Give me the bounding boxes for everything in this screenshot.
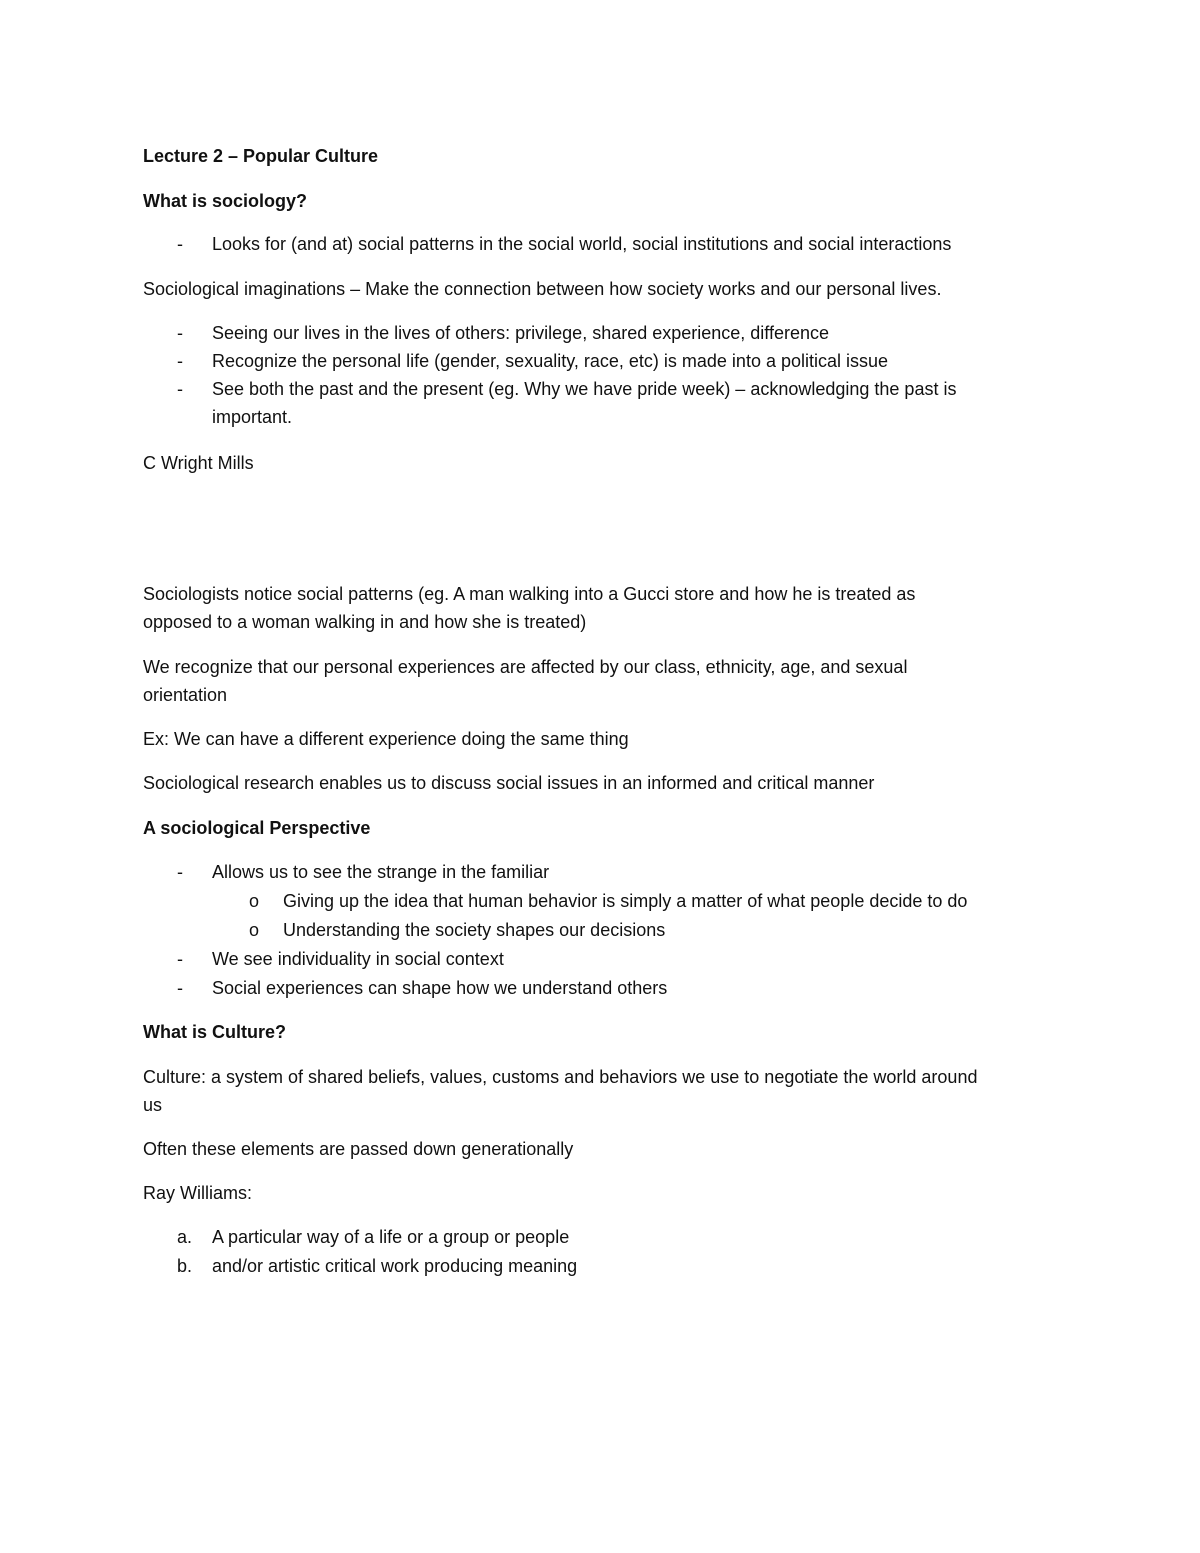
list-item: Looks for (and at) social patterns in the social world, social institutions and social interactions: [212, 234, 952, 254]
culture-definition-line-2: us: [143, 1095, 163, 1115]
dash-bullet-marker: -: [177, 949, 183, 969]
list-item-continuation: important.: [212, 407, 293, 427]
list-letter-marker: b.: [177, 1256, 193, 1276]
list-item: Social experiences can shape how we understand others: [212, 978, 668, 998]
recognize-paragraph-line-1: We recognize that our personal experiences are affected by our class, ethnicity, age, and sexual: [143, 657, 908, 677]
generational-paragraph: Often these elements are passed down generationally: [143, 1139, 574, 1159]
sub-list-item: Understanding the society shapes our decisions: [283, 920, 666, 940]
document-title: Lecture 2 – Popular Culture: [143, 146, 379, 166]
list-item: A particular way of a life or a group or people: [212, 1227, 570, 1247]
patterns-paragraph-line-1: Sociologists notice social patterns (eg. A man walking into a Gucci store and how he is treated as: [143, 584, 916, 604]
patterns-paragraph-line-2: opposed to a woman walking in and how she is treated): [143, 612, 587, 632]
list-letter-marker: a.: [177, 1227, 193, 1247]
example-paragraph: Ex: We can have a different experience doing the same thing: [143, 729, 629, 749]
c-wright-mills-paragraph: C Wright Mills: [143, 453, 254, 473]
sub-list-item: Giving up the idea that human behavior is simply a matter of what people decide to do: [283, 891, 968, 911]
list-item: See both the past and the present (eg. Why we have pride week) – acknowledging the past is: [212, 379, 957, 399]
list-item: Recognize the personal life (gender, sexuality, race, etc) is made into a political issue: [212, 351, 889, 371]
heading-what-is-sociology: What is sociology?: [143, 191, 308, 211]
heading-what-is-culture: What is Culture?: [143, 1022, 286, 1042]
heading-sociological-perspective: A sociological Perspective: [143, 818, 371, 838]
culture-definition-line-1: Culture: a system of shared beliefs, values, customs and behaviors we use to negotiate the world around: [143, 1067, 978, 1087]
list-item: We see individuality in social context: [212, 949, 504, 969]
list-item: Allows us to see the strange in the familiar: [212, 862, 550, 882]
dash-bullet-marker: -: [177, 379, 183, 399]
circle-bullet-marker: o: [249, 920, 260, 940]
dash-bullet-marker: -: [177, 234, 183, 254]
circle-bullet-marker: o: [249, 891, 260, 911]
research-paragraph: Sociological research enables us to discuss social issues in an informed and critical manner: [143, 773, 875, 793]
sociological-imaginations-paragraph: Sociological imaginations – Make the connection between how society works and our personal lives.: [143, 279, 942, 299]
recognize-paragraph-line-2: orientation: [143, 685, 228, 705]
list-item: and/or artistic critical work producing meaning: [212, 1256, 578, 1276]
dash-bullet-marker: -: [177, 323, 183, 343]
list-item: Seeing our lives in the lives of others: privilege, shared experience, difference: [212, 323, 830, 343]
dash-bullet-marker: -: [177, 978, 183, 998]
ray-williams-paragraph: Ray Williams:: [143, 1183, 253, 1203]
dash-bullet-marker: -: [177, 862, 183, 882]
dash-bullet-marker: -: [177, 351, 183, 371]
